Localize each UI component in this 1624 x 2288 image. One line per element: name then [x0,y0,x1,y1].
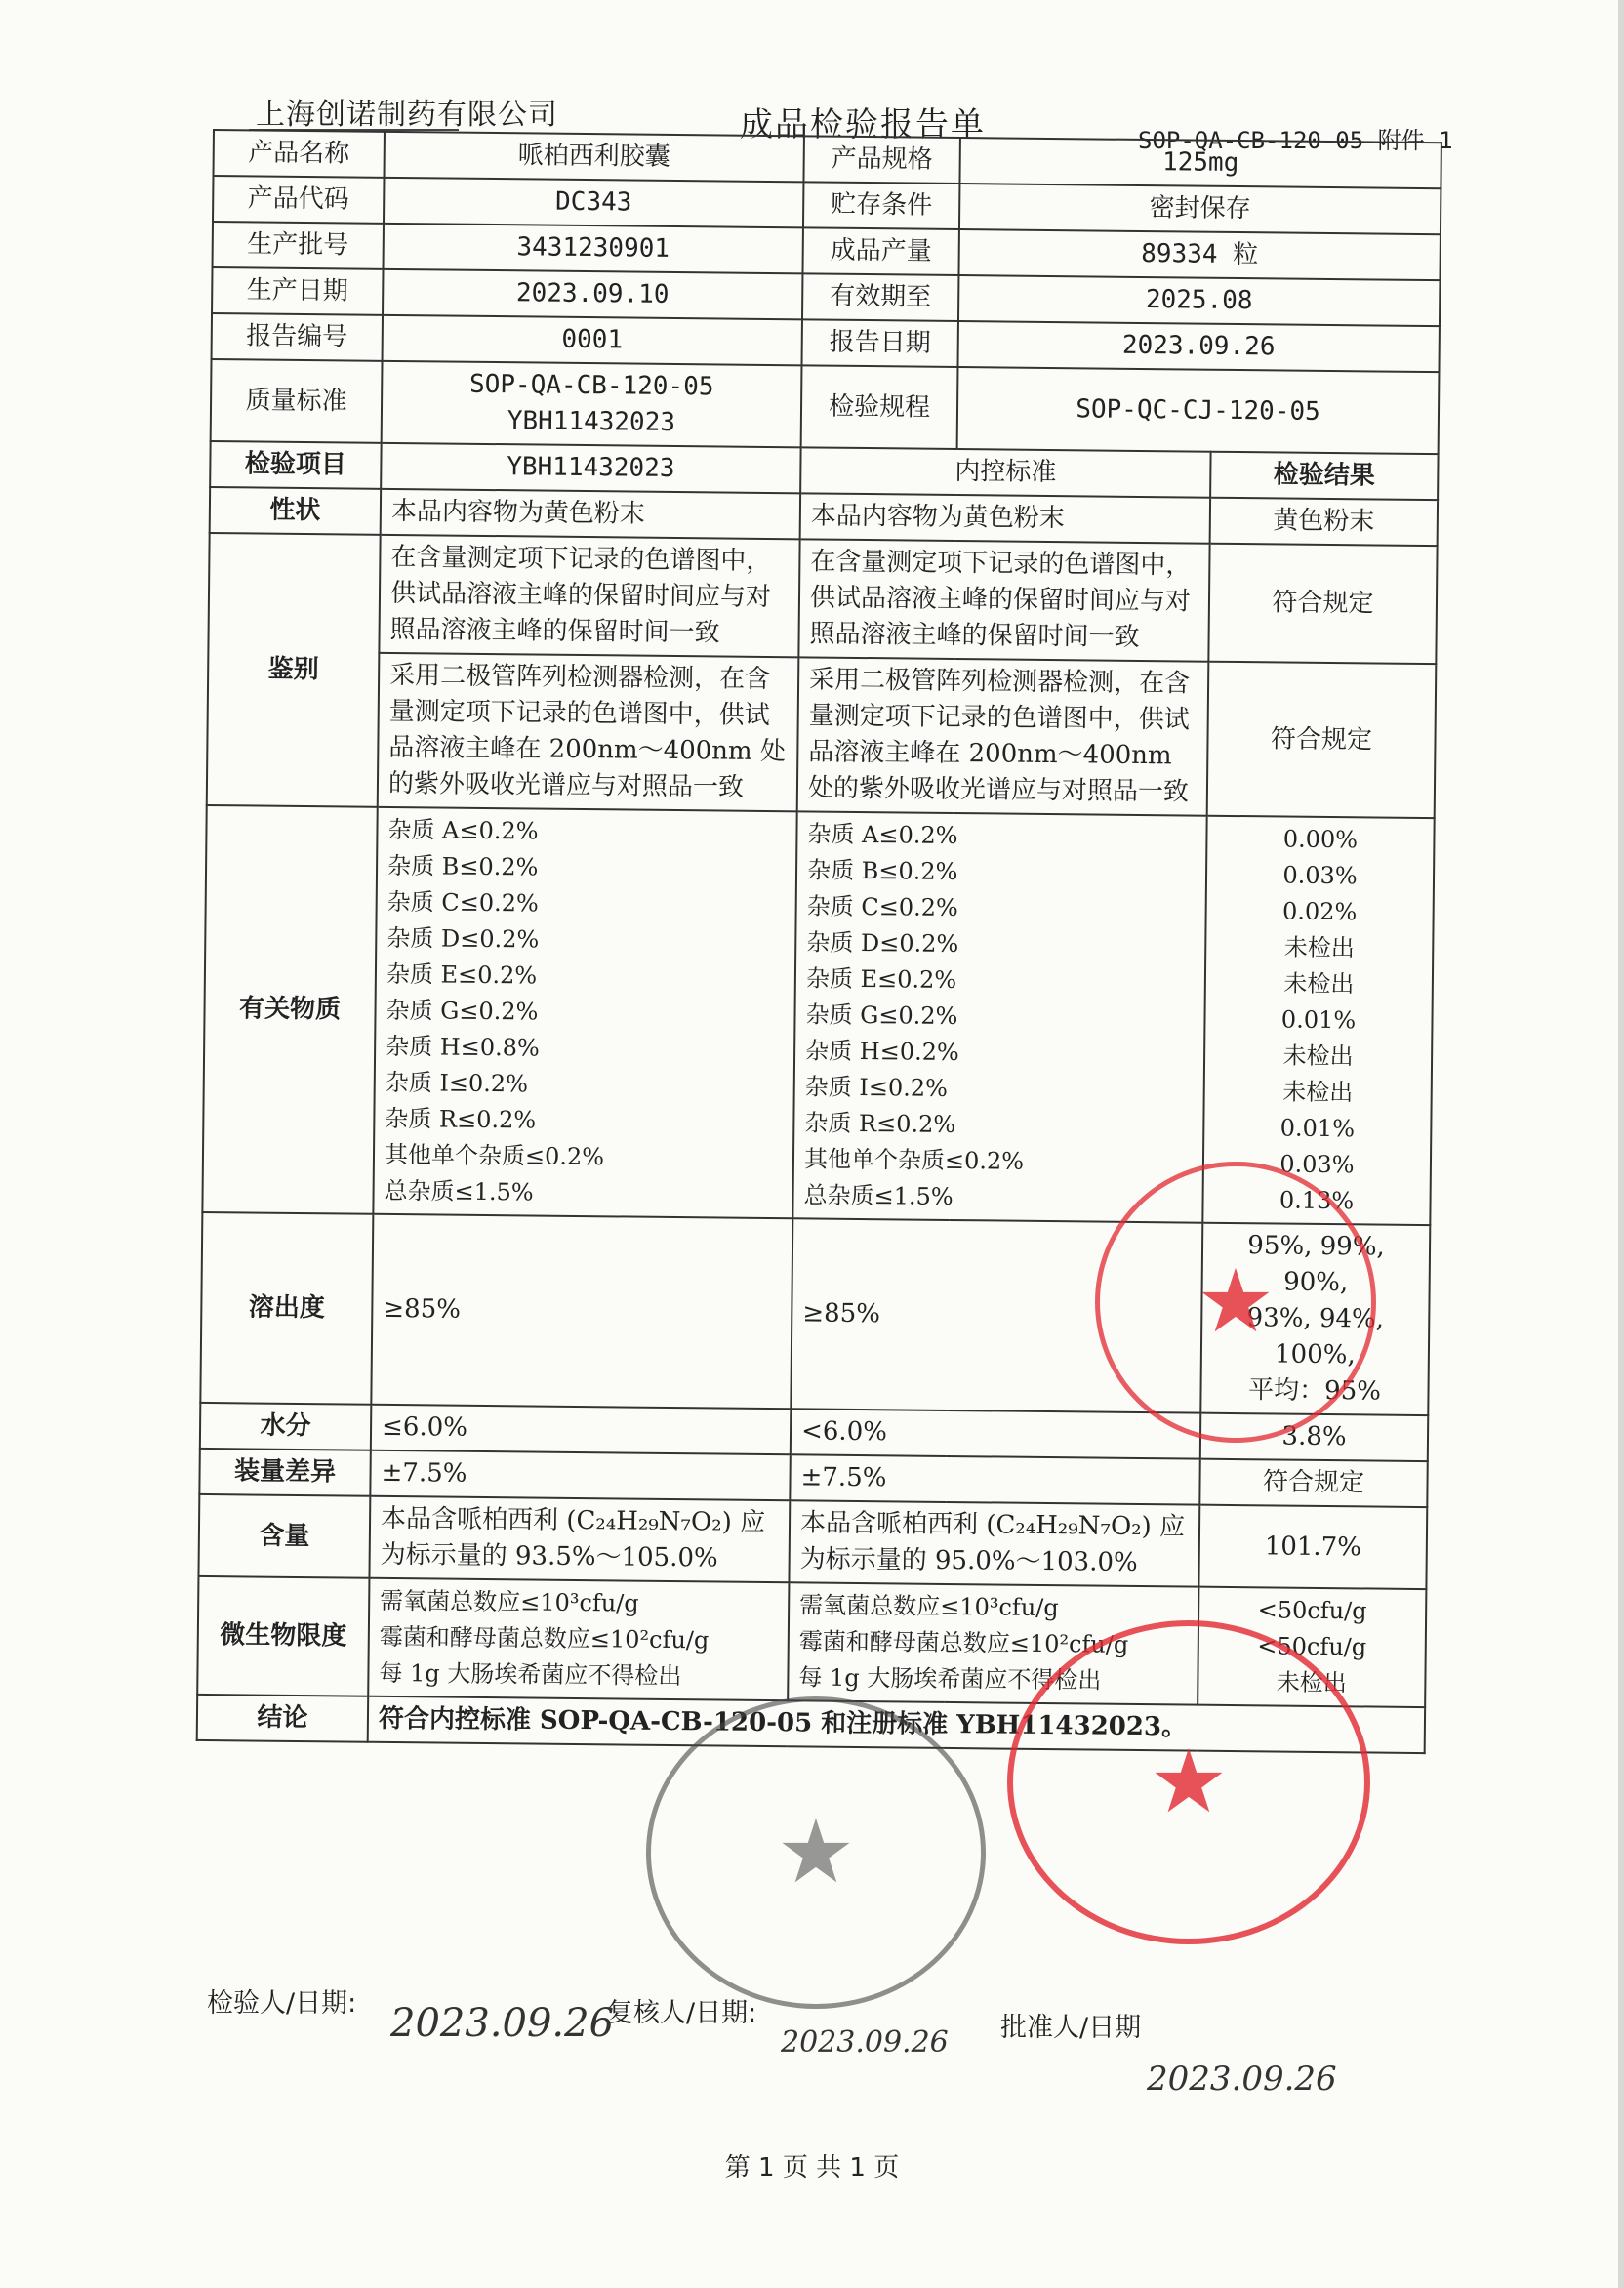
related-std-item: 杂质 D≤0.2% [386,923,540,954]
related-std-item: 杂质 G≤0.2% [386,996,539,1026]
internal-std-header: 内控标准 [800,447,1210,497]
related-std-item: 杂质 B≤0.2% [386,851,539,881]
related-internal-list [792,811,1206,1222]
fill-variation-result: 符合规定 [1199,1459,1427,1507]
related-internal-item: 杂质 A≤0.2% [807,820,958,850]
microbial-std-item: 每 1g 大肠埃希菌应不得检出 [379,1658,682,1691]
related-std-list [373,807,796,1218]
related-result-item: 0.02% [1281,897,1358,926]
related-std-item: 杂质 C≤0.2% [386,887,539,918]
microbial-result-item: <50cfu/g [1257,1632,1367,1661]
related-result-item: 0.03% [1279,1150,1355,1179]
microbial-internal-item: 霉菌和酵母菌总数应≤10²cfu/g [798,1627,1129,1658]
batch-label: 生产批号 [213,222,384,269]
related-std-item: 杂质 A≤0.2% [387,815,539,845]
dissolution-internal: ≥85% [791,1218,1202,1412]
microbial-result-item: <50cfu/g [1257,1596,1367,1625]
inspector-label: 检验人/日期: [207,1988,357,2019]
microbial-result-item: 未检出 [1276,1668,1348,1697]
storage-label: 贮存条件 [803,182,959,229]
assay-internal: 本品含哌柏西利 (C₂₄H₂₉N₇O₂) 应为标示量的 95.0%～103.0% [789,1500,1199,1586]
product-code: DC343 [384,178,803,228]
microbial-std-item: 霉菌和酵母菌总数应≤10²cfu/g [379,1622,710,1655]
related-internal-item: 杂质 B≤0.2% [806,856,958,886]
water-std: ≤6.0% [371,1405,791,1455]
related-result-item: 0.01% [1279,1114,1356,1143]
expiry: 2025.08 [958,275,1440,326]
related-result-item: 未检出 [1283,933,1355,962]
info-row-6 [211,359,1440,454]
fill-variation-std: ±7.5% [370,1450,790,1501]
report-date: 2023.09.26 [957,321,1439,372]
identification-row-a [208,533,1437,664]
dissolution-std: ≥85% [371,1214,792,1409]
inspector-signature-date: 2023.09.26 [390,2001,615,2046]
water-result: 3.8% [1200,1413,1428,1461]
conclusion-label: 结论 [197,1695,368,1742]
test-item-header: 检验项目 [210,441,381,489]
test-proc-label: 检验规程 [801,365,958,449]
reviewer-label: 复核人/日期: [607,1998,757,2028]
identification-a-result: 符合规定 [1208,544,1437,664]
appearance-label: 性状 [210,487,381,535]
quality-std-label: 质量标准 [211,359,383,443]
star-icon: ★ [1149,1731,1229,1833]
quality-std-line-2: YBH11432023 [507,406,676,437]
product-name-label: 产品名称 [213,130,384,178]
code-label: 产品代码 [213,176,384,224]
related-std-item: 杂质 R≤0.2% [385,1104,537,1134]
report-no-label: 报告编号 [212,313,383,361]
related-result-item: 0.03% [1282,861,1358,890]
mfg-date-label: 生产日期 [212,267,383,315]
quality-std [382,361,802,447]
star-icon: ★ [1196,1250,1276,1353]
assay-row [198,1494,1427,1589]
assay-result: 101.7% [1198,1505,1427,1589]
microbial-internal-item: 每 1g 大肠埃希菌应不得检出 [798,1663,1102,1695]
related-internal-item: 杂质 I≤0.2% [804,1073,949,1102]
document-number: SOP-QA-CB-120-05 附件 1 [1138,127,1453,154]
output-label: 成品产量 [802,227,958,275]
fill-variation-internal: ±7.5% [790,1454,1199,1504]
related-result-item: 0.01% [1280,1005,1357,1035]
conclusion-text: 符合内控标准 SOP-QA-CB-120-05 和注册标准 YBH11432023。 [368,1696,1425,1753]
test-procedure: SOP-QC-CJ-120-05 [957,367,1440,454]
related-internal-item: 杂质 C≤0.2% [806,892,958,922]
spec: 125mg [959,138,1441,188]
related-std-item: 杂质 I≤0.2% [385,1068,529,1098]
appearance-std: 本品内容物为黄色粉末 [381,489,800,540]
water-label: 水分 [200,1403,371,1450]
dissolution-result-line: 95%, 99%, 90%, [1247,1231,1385,1298]
related-internal-item: 杂质 D≤0.2% [806,928,959,959]
water-internal: <6.0% [791,1409,1200,1458]
quality-std-line-1: SOP-QA-CB-120-05 [468,369,714,402]
related-std-item: 其他单个杂质≤0.2% [384,1140,605,1171]
dissolution-result-line: 平均：95% [1247,1375,1382,1407]
related-internal-item: 杂质 R≤0.2% [804,1109,956,1139]
identification-label: 鉴别 [207,533,381,807]
identification-a-std: 在含量测定项下记录的色谱图中，供试品溶液主峰的保留时间应与对照品溶液主峰的保留时间一致 [379,535,799,657]
star-icon: ★ [776,1801,856,1903]
appearance-result: 黄色粉末 [1210,498,1438,546]
product-name: 哌柏西利胶囊 [384,132,803,183]
identification-a-internal: 在含量测定项下记录的色谱图中，供试品溶液主峰的保留时间应与对照品溶液主峰的保留时间一致 [798,539,1209,661]
related-internal-item: 杂质 G≤0.2% [805,1001,958,1031]
related-result-item: 未检出 [1282,1042,1354,1071]
related-internal-item: 杂质 E≤0.2% [805,964,957,995]
related-result-item: 0.00% [1282,825,1359,854]
report-title: 成品检验报告单 [740,105,986,144]
red-quality-stamp [1095,1162,1376,1443]
related-std-item: 杂质 E≤0.2% [386,960,538,990]
related-result-item: 未检出 [1282,1078,1354,1107]
related-result-item: 未检出 [1283,969,1355,999]
approver-signature-date: 2023.09.26 [1147,2060,1337,2099]
related-result-item: 0.13% [1279,1186,1355,1215]
microbial-std-item: 需氧菌总数应≤10³cfu/g [380,1586,639,1617]
microbial-internal-item: 需氧菌总数应≤10³cfu/g [799,1591,1059,1622]
identification-row-b [207,651,1437,818]
report-no: 0001 [383,315,802,366]
related-internal-item: 总杂质≤1.5% [803,1181,954,1211]
assay-label: 含量 [198,1494,370,1578]
identification-b-internal: 采用二极管阵列检测器检测，在含量测定项下记录的色谱图中，供试品溶液主峰在 200nm～400nm 处的紫外吸收光谱应与对照品一致 [797,657,1209,815]
related-internal-item: 其他单个杂质≤0.2% [803,1145,1025,1175]
microbial-label: 微生物限度 [197,1576,369,1696]
related-substances-label: 有关物质 [202,805,377,1214]
related-std-item: 总杂质≤1.5% [384,1176,534,1206]
inspection-report-table [196,129,1442,1754]
mfg-date: 2023.09.10 [383,269,802,320]
dissolution-result-line: 93%, 94%, 100%, [1246,1303,1385,1370]
microbial-std [368,1578,789,1700]
grey-inspection-stamp [646,1696,986,2009]
paper-edge [1618,0,1624,2288]
expiry-label: 有效期至 [802,273,958,321]
result-header: 检验结果 [1210,452,1438,500]
report-date-label: 报告日期 [801,319,957,367]
reviewer-signature-date: 2023.09.26 [781,2025,949,2060]
related-internal-item: 杂质 H≤0.2% [804,1037,959,1067]
related-std-item: 杂质 H≤0.8% [386,1032,540,1062]
storage: 密封保存 [959,184,1441,234]
registered-std-header: YBH11432023 [381,443,800,494]
identification-b-result: 符合规定 [1207,662,1437,818]
appearance-internal: 本品内容物为黄色粉末 [800,493,1210,543]
output: 89334 粒 [958,229,1440,280]
spec-label: 产品规格 [803,136,959,184]
assay-std: 本品含哌柏西利 (C₂₄H₂₉N₇O₂) 应为标示量的 93.5%～105.0% [369,1496,790,1582]
dissolution-label: 溶出度 [200,1212,373,1405]
identification-b-std: 采用二极管阵列检测器检测，在含量测定项下记录的色谱图中，供试品溶液主峰在 200nm～400nm 处的紫外吸收光谱应与对照品一致 [378,653,799,811]
red-inspection-stamp [1007,1620,1370,1944]
batch-number: 3431230901 [384,224,803,274]
company-name: 上海创诺制药有限公司 [256,98,558,132]
approver-label: 批准人/日期 [1000,2013,1142,2043]
page-footer: 第 1 页 共 1 页 [724,2153,900,2183]
fill-variation-label: 装量差异 [199,1449,370,1496]
